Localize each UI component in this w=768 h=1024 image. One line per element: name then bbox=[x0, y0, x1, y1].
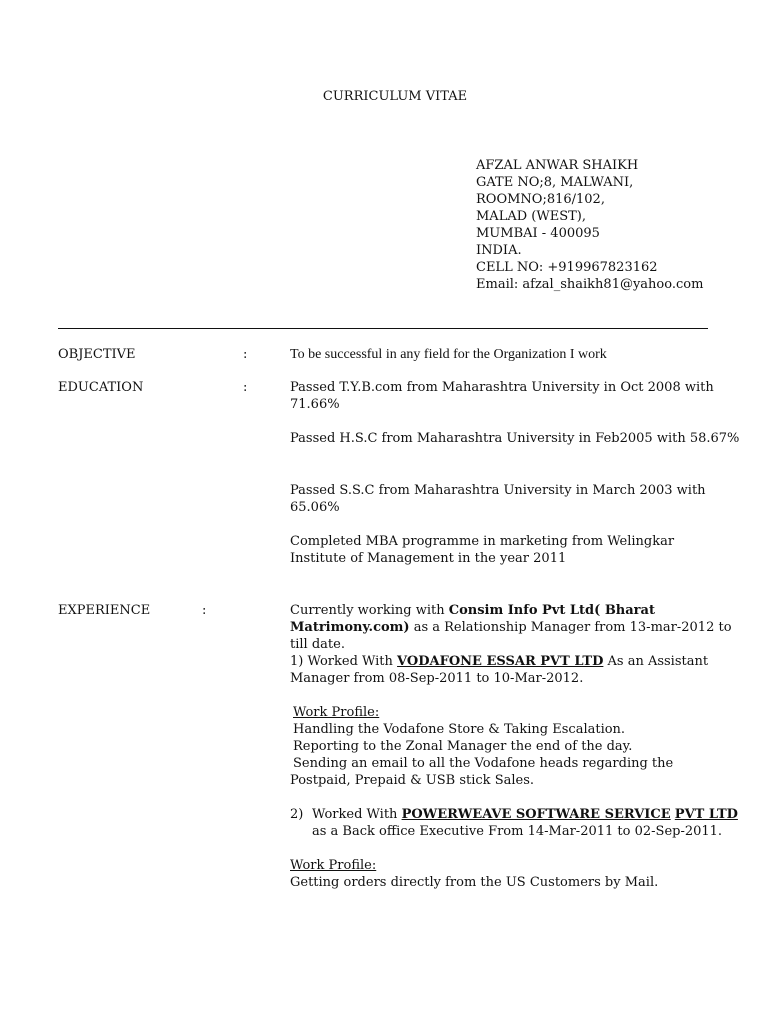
experience-label: EXPERIENCE bbox=[58, 603, 151, 618]
job-1-profile-heading: Work Profile: bbox=[293, 705, 380, 720]
education-colon: : bbox=[243, 380, 248, 395]
education-item: Passed T.Y.B.com from Maharashtra University in Oct 2008 with 71.66% bbox=[290, 380, 714, 412]
job-1-number: 1) Worked With bbox=[290, 654, 398, 669]
current-suffix: as a Relationship Manager from 13-mar-2012 to till date. bbox=[290, 620, 732, 652]
address-line: GATE NO;8, MALWANI, bbox=[476, 175, 634, 190]
document-title: CURRICULUM VITAE bbox=[322, 89, 468, 104]
objective-text: To be successful in any field for the Organization I work bbox=[290, 347, 607, 362]
address-line: ROOMNO;816/102, bbox=[476, 192, 605, 207]
objective-colon: : bbox=[243, 347, 248, 362]
education-item: Completed MBA programme in marketing from Welingkar Institute of Management in the year 2011 bbox=[290, 534, 675, 566]
job-1-profile bbox=[290, 704, 740, 772]
objective-label: OBJECTIVE bbox=[58, 347, 136, 362]
job-1-company: VODAFONE ESSAR PVT LTD bbox=[397, 654, 604, 669]
job-2-company: POWERWEAVE SOFTWARE SERVICE bbox=[401, 807, 671, 822]
current-employment bbox=[290, 602, 740, 653]
education-item: Passed H.S.C from Maharashtra University in Feb2005 with 58.67% bbox=[290, 431, 740, 446]
job-2-details: as a Back office Executive From 14-Mar-2011 to 02-Sep-2011. bbox=[312, 824, 723, 839]
address-line: MUMBAI - 400095 bbox=[476, 226, 600, 241]
address-line: MALAD (WEST), bbox=[476, 209, 586, 224]
job-2-profile-heading: Work Profile: bbox=[290, 858, 377, 873]
job-1 bbox=[290, 653, 740, 704]
job-2-prefix: Worked With bbox=[312, 807, 402, 822]
experience-section bbox=[290, 602, 740, 891]
education-list bbox=[290, 379, 740, 567]
current-prefix: Currently working with bbox=[290, 603, 449, 618]
job-2-profile-text: Getting orders directly from the US Customers by Mail. bbox=[290, 875, 659, 890]
contact-address-block bbox=[476, 157, 703, 293]
job-2-profile bbox=[290, 857, 740, 891]
address-line: INDIA. bbox=[476, 243, 522, 258]
horizontal-rule bbox=[58, 328, 708, 329]
job-1-profile-line: Sending an email to all the Vodafone heads regarding the bbox=[293, 756, 674, 771]
job-1-profile-line: Reporting to the Zonal Manager the end of the day. bbox=[293, 739, 633, 754]
education-item: Passed S.S.C from Maharashtra University in March 2003 with 65.06% bbox=[290, 483, 706, 515]
job-2 bbox=[290, 806, 740, 857]
candidate-name: AFZAL ANWAR SHAIKH bbox=[476, 158, 639, 173]
email-address: Email: afzal_shaikh81@yahoo.com bbox=[476, 277, 704, 292]
experience-colon: : bbox=[202, 603, 207, 618]
job-1-details: As an Assistant Manager from 08-Sep-2011 to 10-Mar-2012. bbox=[290, 654, 709, 686]
current-company: Consim Info Pvt Ltd( Bharat Matrimony.com) bbox=[290, 603, 655, 635]
job-1-profile-line: Postpaid, Prepaid & USB stick Sales. bbox=[290, 773, 535, 788]
job-1-profile-line: Handling the Vodafone Store & Taking Escalation. bbox=[293, 722, 626, 737]
job-2-company-suffix: PVT LTD bbox=[674, 807, 738, 822]
education-label: EDUCATION bbox=[58, 380, 144, 395]
cell-number: CELL NO: +919967823162 bbox=[476, 260, 658, 275]
job-2-number: 2) bbox=[290, 807, 304, 822]
